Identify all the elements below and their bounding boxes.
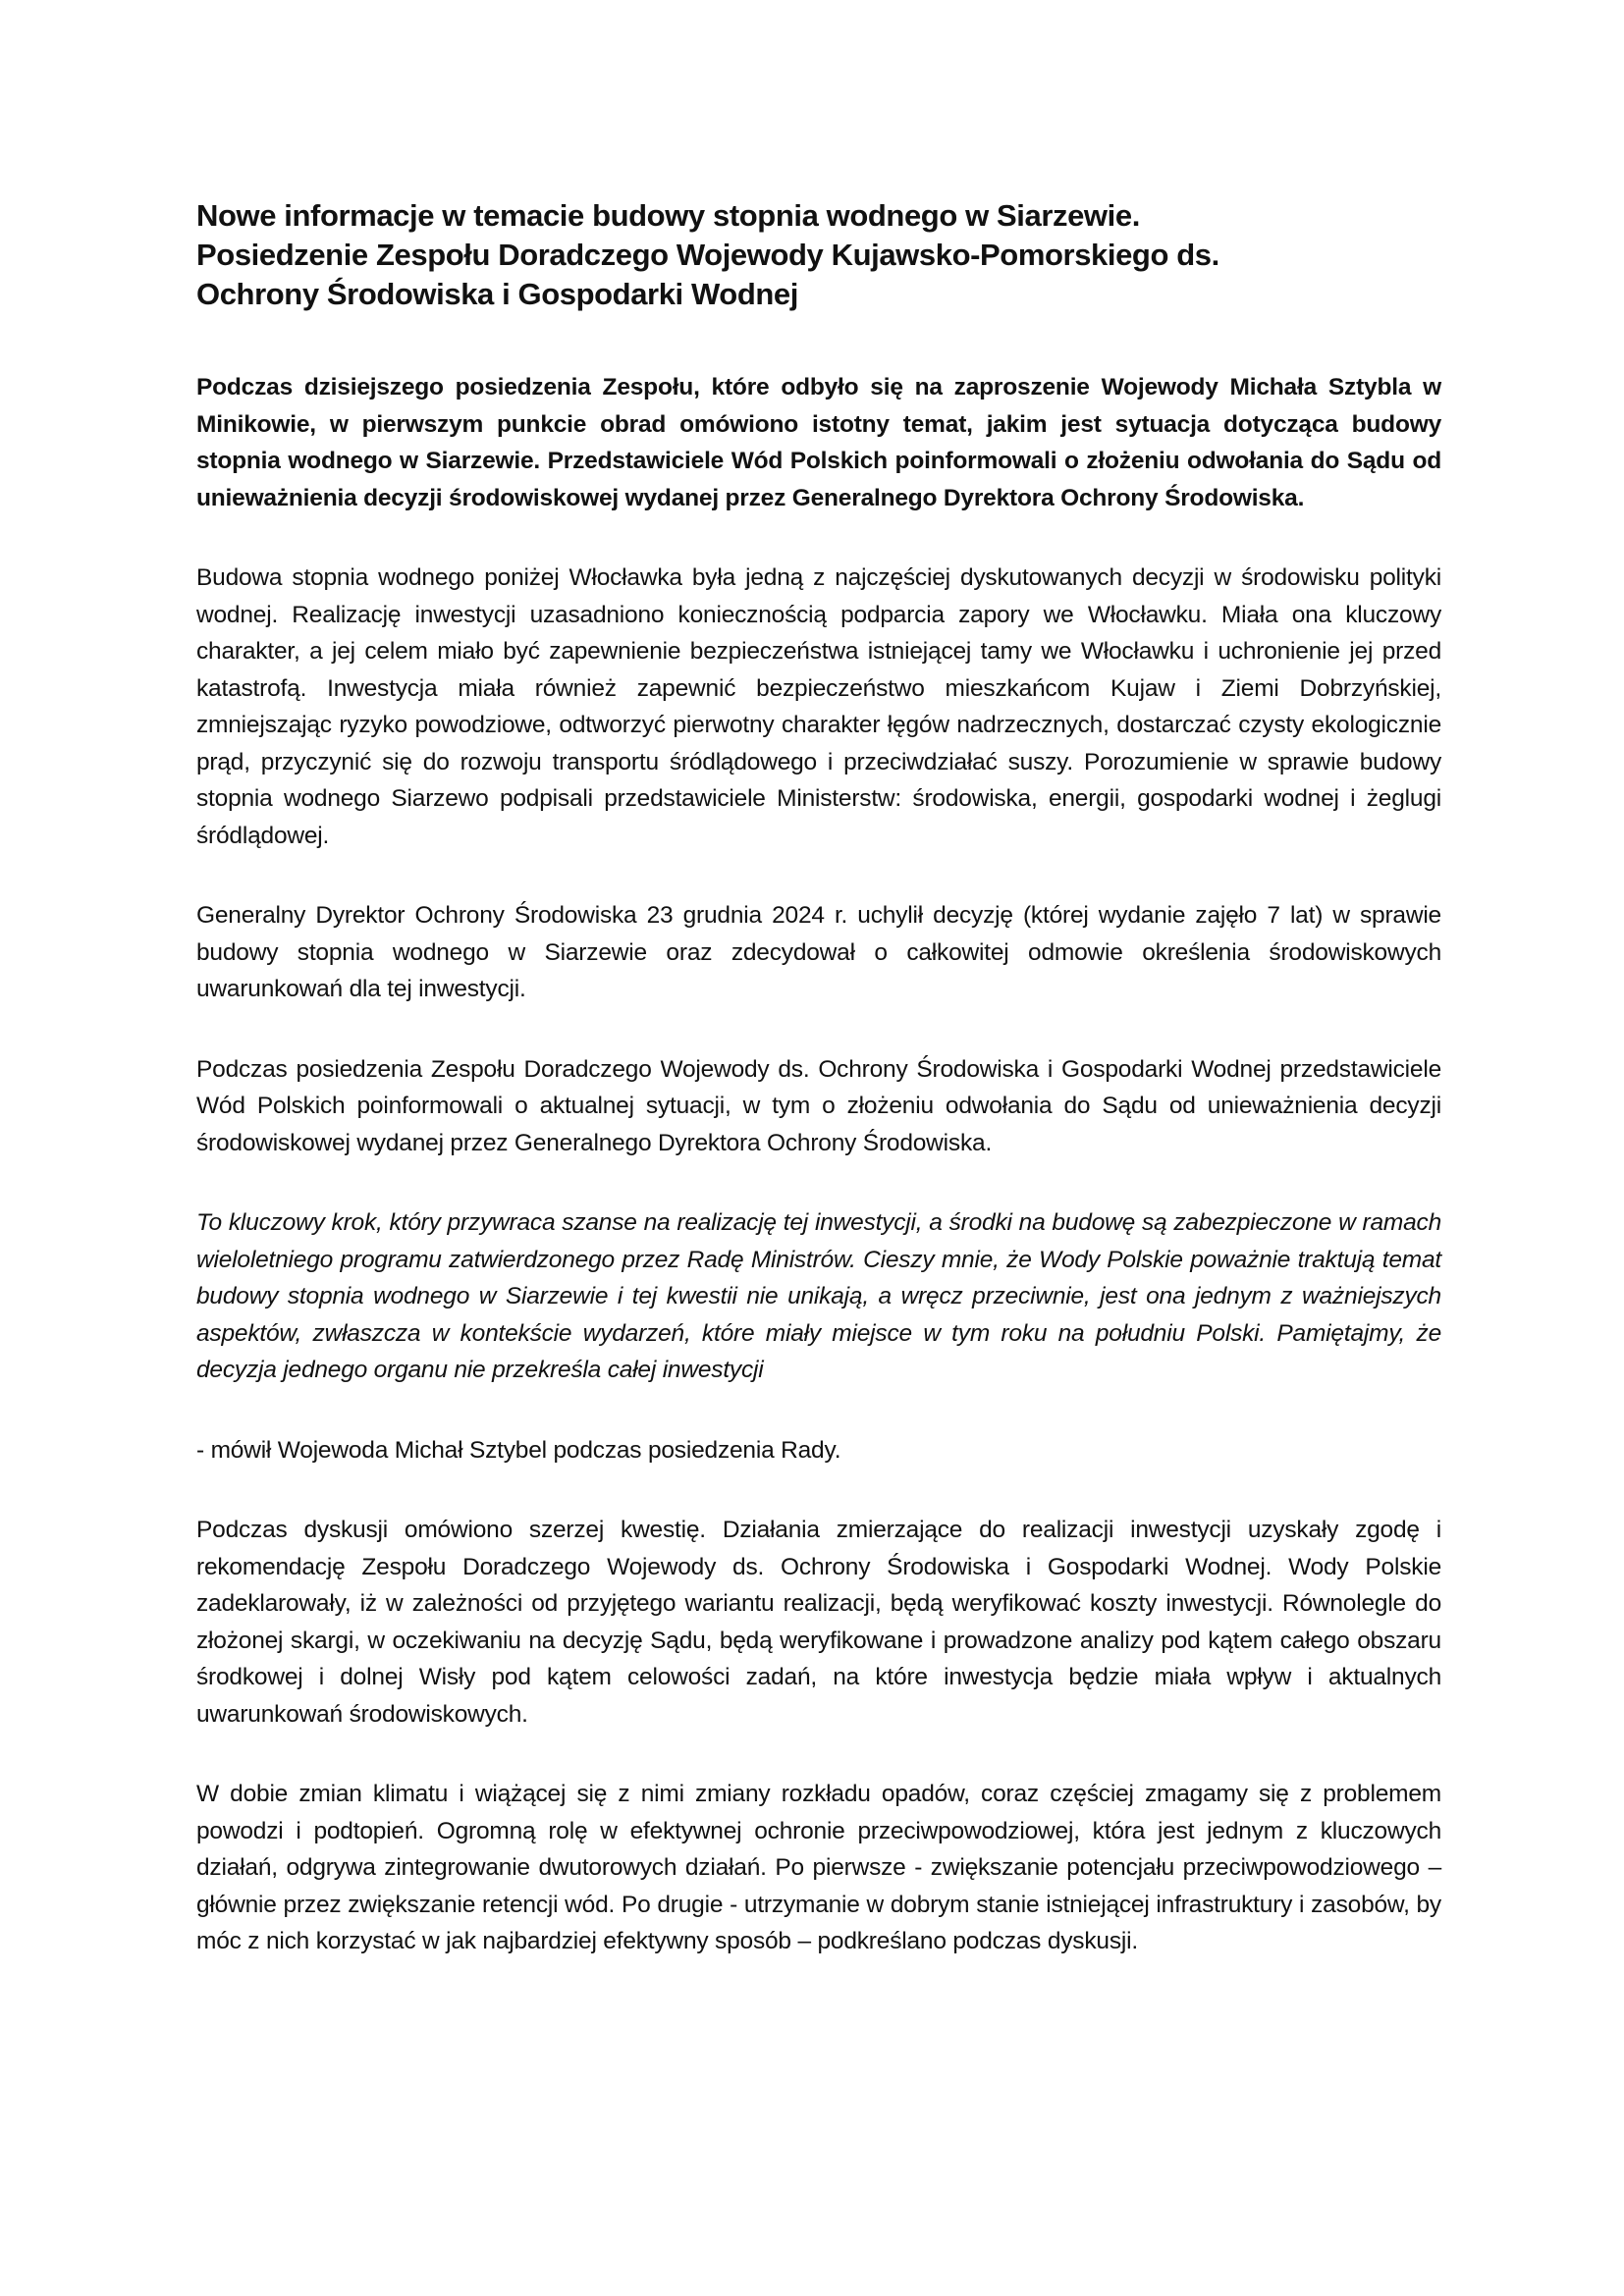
body-paragraph: Podczas dyskusji omówiono szerzej kwestię. Działania zmierzające do realizacji inwestycji uzyskały zgodę i rekomendację Zespołu Doradczego Wojewody ds. Ochrony Środowiska i Gospodarki Wodnej. Wody Polskie zadeklarowały, iż w zależności od przyjętego wariantu realizacji, będą weryfikować koszty inwestycji. Równolegle do złożonej skargi, w oczekiwaniu na decyzję Sądu, będą weryfikowane i prowadzone analizy pod kątem całego obszaru środkowej i dolnej Wisły pod kątem celowości zadań, na które inwestycja będzie miała wpływ i aktualnych uwarunkowań środowiskowych. [196,1517,1441,1728]
lead-paragraph: Podczas dzisiejszego posiedzenia Zespołu, które odbyło się na zaproszenie Wojewody Michała Sztybla w Minikowie, w pierwszym punkcie obrad omówiono istotny temat, jakim jest sytuacja dotycząca budowy stopnia wodnego w Siarzewie. Przedstawiciele Wód Polskich poinformowali o złożeniu odwołania do Sądu od unieważnienia decyzji środowiskowej wydanej przez Generalnego Dyrektora Ochrony Środowiska. [196,374,1441,511]
page-title [196,196,1441,314]
title-line: Nowe informacje w temacie budowy stopnia wodnego w Siarzewie. [196,198,1140,233]
title-line: Ochrony Środowiska i Gospodarki Wodnej [196,277,798,311]
body-paragraph: Budowa stopnia wodnego poniżej Włocławka była jedną z najczęściej dyskutowanych decyzji w środowisku polityki wodnej. Realizację inwestycji uzasadniono koniecznością podparcia zapory we Włocławku. Miała ona kluczowy charakter, a jej celem miało być zapewnienie bezpieczeństwa istniejącej tamy we Włocławku i uchronienie jej przed katastrofą. Inwestycja miała również zapewnić bezpieczeństwo mieszkańcom Kujaw i Ziemi Dobrzyńskiej, zmniejszając ryzyko powodziowe, odtworzyć pierwotny charakter łęgów nadrzecznych, dostarczać czysty ekologicznie prąd, przyczynić się do rozwoju transportu śródlądowego i przeciwdziałać suszy. Porozumienie w sprawie budowy stopnia wodnego Siarzewo podpisali przedstawiciele Ministerstw: środowiska, energii, gospodarki wodnej i żeglugi śródlądowej. [196,564,1441,849]
body-paragraph: W dobie zmian klimatu i wiążącej się z nimi zmiany rozkładu opadów, coraz częściej zmagamy się z problemem powodzi i podtopień. Ogromną rolę w efektywnej ochronie przeciwpowodziowej, która jest jednym z kluczowych działań, odgrywa zintegrowanie dwutorowych działań. Po pierwsze - zwiększanie potencjału przeciwpowodziowego – głównie przez zwiększanie retencji wód. Po drugie - utrzymanie w dobrym stanie istniejącej infrastruktury i zasobów, by móc z nich korzystać w jak najbardziej efektywny sposób – podkreślano podczas dyskusji. [196,1781,1441,1954]
quote-attribution: - mówił Wojewoda Michał Sztybel podczas posiedzenia Rady. [196,1436,841,1464]
body-paragraph: Generalny Dyrektor Ochrony Środowiska 23 grudnia 2024 r. uchylił decyzję (której wydanie zajęło 7 lat) w sprawie budowy stopnia wodnego w Siarzewie oraz zdecydował o całkowitej odmowie określenia środowiskowych uwarunkowań dla tej inwestycji. [196,902,1441,1002]
document-page [196,196,1441,2003]
title-line: Posiedzenie Zespołu Doradczego Wojewody Kujawsko-Pomorskiego ds. [196,238,1219,272]
body-paragraph: Podczas posiedzenia Zespołu Doradczego Wojewody ds. Ochrony Środowiska i Gospodarki Wodnej przedstawiciele Wód Polskich poinformowali o aktualnej sytuacji, w tym o złożeniu odwołania do Sądu od unieważnienia decyzji środowiskowej wydanej przez Generalnego Dyrektora Ochrony Środowiska. [196,1055,1441,1156]
quote-paragraph: To kluczowy krok, który przywraca szanse na realizację tej inwestycji, a środki na budowę są zabezpieczone w ramach wieloletniego programu zatwierdzonego przez Radę Ministrów. Cieszy mnie, że Wody Polskie poważnie traktują temat budowy stopnia wodnego w Siarzewie i tej kwestii nie unikają, a wręcz przeciwnie, jest ona jednym z ważniejszych aspektów, zwłaszcza w kontekście wydarzeń, które miały miejsce w tym roku na południu Polski. Pamiętajmy, że decyzja jednego organu nie przekreśla całej inwestycji [196,1209,1441,1383]
